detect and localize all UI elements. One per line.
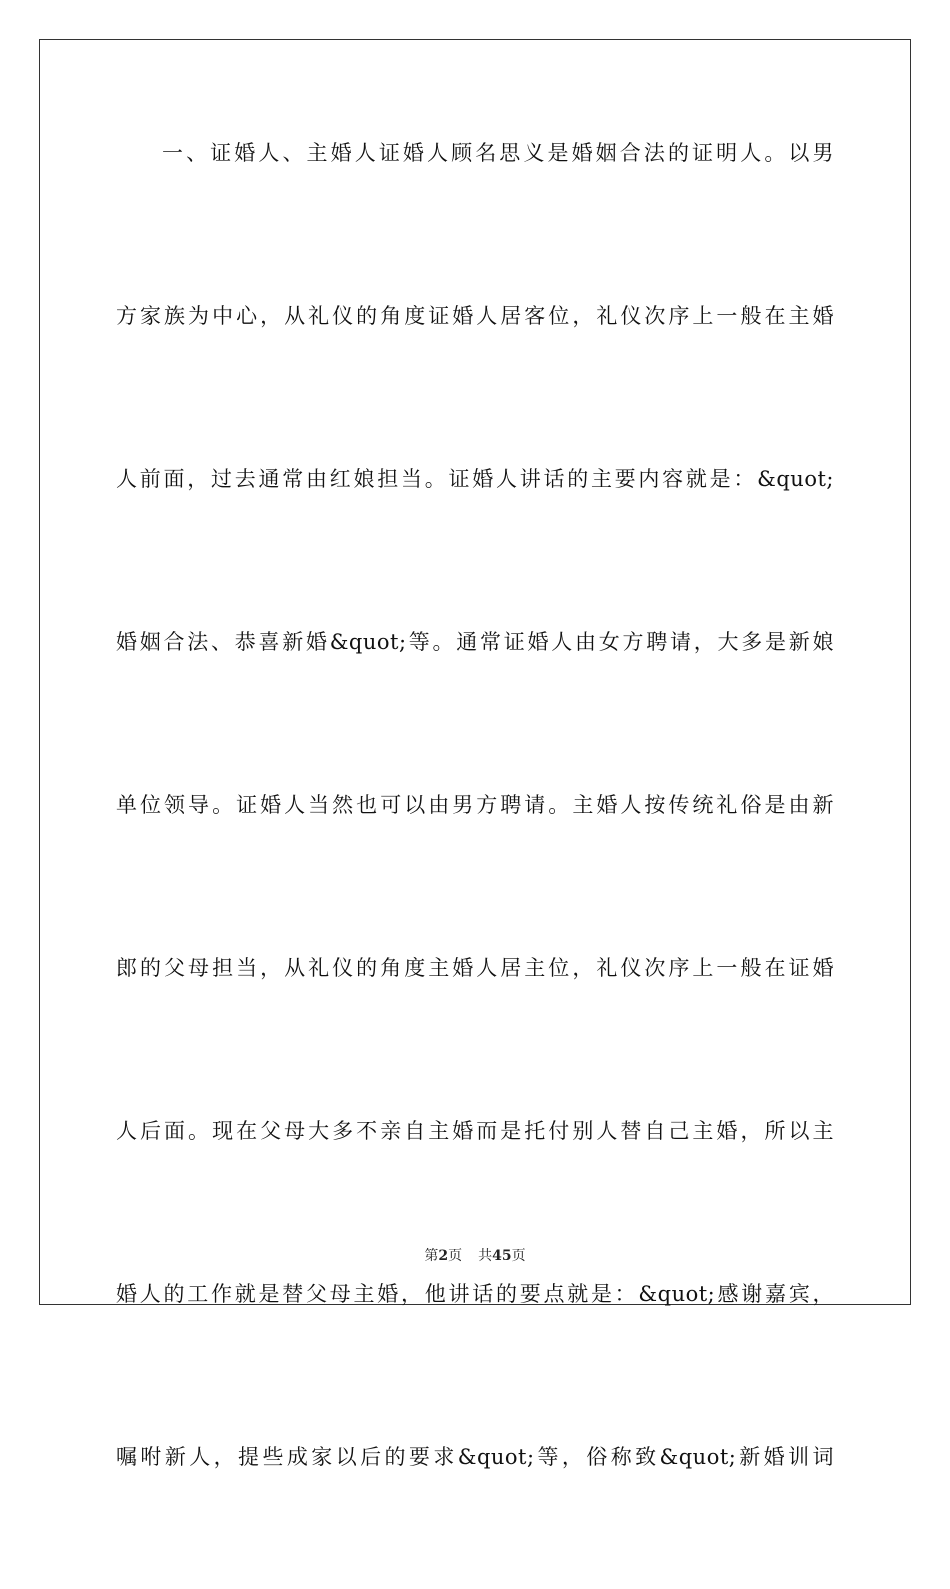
text-line: 婚姻合法、恭喜新婚&quot;等。通常证婚人由女方聘请，大多是新娘: [116, 630, 834, 654]
total-suffix: 页: [511, 1248, 526, 1264]
text-line: 婚人的工作就是替父母主婚，他讲话的要点就是：&quot;感谢嘉宾，: [116, 1282, 834, 1306]
text-line: 人后面。现在父母大多不亲自主婚而是托付别人替自己主婚，所以主: [116, 1119, 834, 1143]
text-line: 郎的父母担当，从礼仪的角度主婚人居主位，礼仪次序上一般在证婚: [116, 956, 834, 980]
page-prefix: 第: [424, 1248, 439, 1264]
document-body: [116, 122, 834, 1589]
page-suffix: 页: [448, 1248, 463, 1264]
total-prefix: 共: [478, 1248, 493, 1264]
page-number: 2: [438, 1248, 449, 1264]
text-line: 单位领导。证婚人当然也可以由男方聘请。主婚人按传统礼俗是由新: [116, 793, 834, 817]
text-line: 人前面，过去通常由红娘担当。证婚人讲话的主要内容就是：&quot;: [116, 467, 834, 491]
page-footer: [0, 1245, 950, 1265]
total-pages: 45: [492, 1248, 512, 1264]
text-line: 方家族为中心，从礼仪的角度证婚人居客位，礼仪次序上一般在主婚: [116, 304, 834, 328]
text-line: 一、证婚人、主婚人证婚人顾名思义是婚姻合法的证明人。以男: [162, 141, 834, 165]
text-line: 嘱咐新人，提些成家以后的要求&quot;等，俗称致&quot;新婚训词: [116, 1445, 834, 1469]
